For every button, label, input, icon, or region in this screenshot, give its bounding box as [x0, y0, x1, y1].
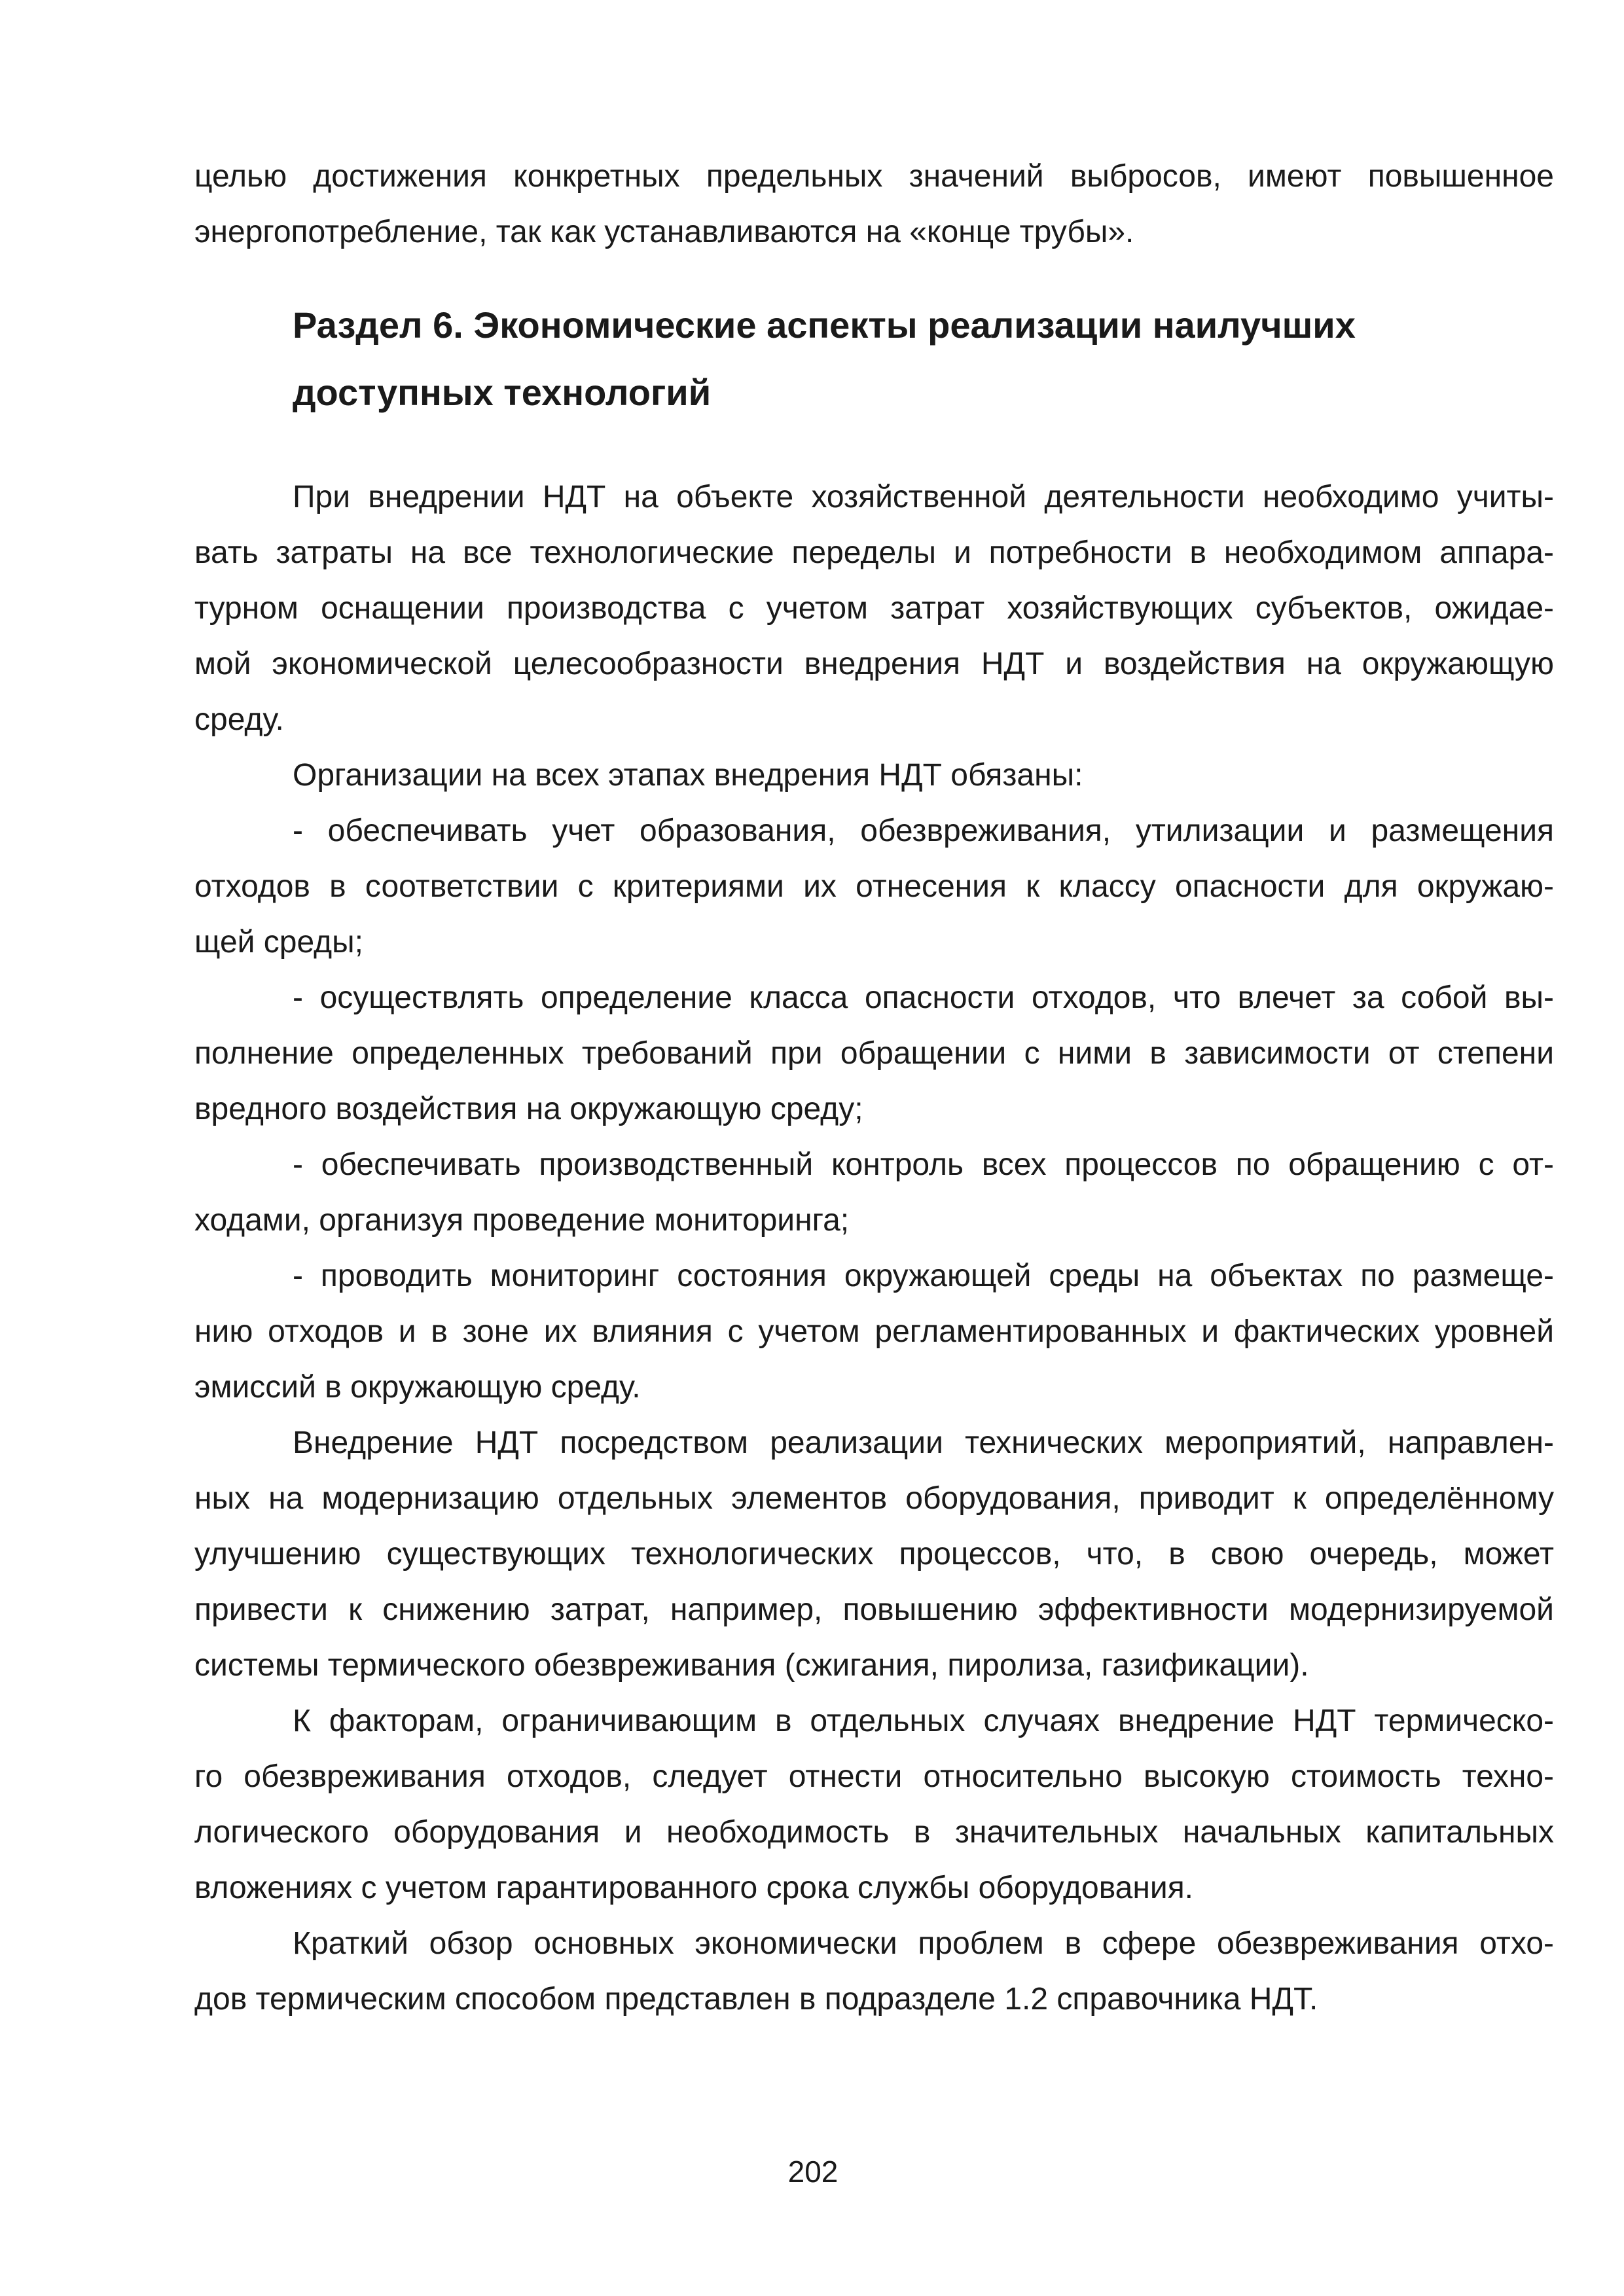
list-item-line: отходов в соответствии с критериями их отнесения к классу опасности для окружаю- — [194, 869, 1554, 904]
list-item-line: - проводить мониторинг состояния окружающей среды на объектах по размеще- — [293, 1259, 1554, 1293]
intro-line-1: целью достижения конкретных предельных значений выбросов, имеют повышенное — [194, 159, 1554, 194]
paragraph-line: логического оборудования и необходимость в значительных начальных капитальных — [194, 1815, 1554, 1850]
section-heading-line-2: доступных технологий — [293, 372, 712, 413]
paragraph-line: вложениях с учетом гарантированного срока службы оборудования. — [194, 1871, 1194, 1905]
paragraph-line: Организации на всех этапах внедрения НДТ обязаны: — [293, 758, 1083, 793]
paragraph-line: мой экономической целесообразности внедрения НДТ и воздействия на окружающую — [194, 647, 1554, 681]
paragraph-line: го обезвреживания отходов, следует отнести относительно высокую стоимость техно- — [194, 1759, 1554, 1794]
paragraph-line: турном оснащении производства с учетом затрат хозяйствующих субъектов, ожидае- — [194, 591, 1554, 626]
paragraph-line: системы термического обезвреживания (сжигания, пиролиза, газификации). — [194, 1648, 1309, 1683]
paragraph-line: дов термическим способом представлен в подразделе 1.2 справочника НДТ. — [194, 1982, 1318, 2017]
paragraph-line: ных на модернизацию отдельных элементов оборудования, приводит к определённому — [194, 1481, 1554, 1516]
list-item-line: ходами, организуя проведение мониторинга; — [194, 1203, 850, 1238]
document-page — [194, 0, 1554, 2296]
list-item-line: - осуществлять определение класса опасности отходов, что влечет за собой вы- — [293, 980, 1554, 1015]
list-item-line: полнение определенных требований при обращении с ними в зависимости от степени — [194, 1036, 1554, 1071]
section-heading-line-1: Раздел 6. Экономические аспекты реализации наилучших — [293, 304, 1356, 346]
list-item-line: вредного воздействия на окружающую среду; — [194, 1092, 863, 1126]
paragraph-line: привести к снижению затрат, например, повышению эффективности модернизируемой — [194, 1592, 1554, 1627]
list-item-line: эмиссий в окружающую среду. — [194, 1370, 641, 1405]
list-item-line: - обеспечивать учет образования, обезвреживания, утилизации и размещения — [293, 814, 1554, 848]
paragraph-line: среду. — [194, 702, 284, 737]
paragraph-line: При внедрении НДТ на объекте хозяйственной деятельности необходимо учиты- — [293, 480, 1554, 514]
paragraph-line: Внедрение НДТ посредством реализации технических мероприятий, направлен- — [293, 1426, 1554, 1460]
intro-line-2: энергопотребление, так как устанавливаются на «конце трубы». — [194, 215, 1134, 249]
list-item-line: - обеспечивать производственный контроль всех процессов по обращению с от- — [293, 1147, 1554, 1182]
paragraph-line: вать затраты на все технологические переделы и потребности в необходимом аппара- — [194, 535, 1554, 570]
paragraph-line: К факторам, ограничивающим в отдельных случаях внедрение НДТ термическо- — [293, 1704, 1554, 1738]
paragraph-line: Краткий обзор основных экономически проблем в сфере обезвреживания отхо- — [293, 1926, 1554, 1961]
list-item-line: нию отходов и в зоне их влияния с учетом регламентированных и фактических уровней — [194, 1314, 1554, 1349]
page-number: 202 — [787, 2155, 839, 2189]
list-item-line: щей среды; — [194, 925, 363, 960]
paragraph-line: улучшению существующих технологических процессов, что, в свою очередь, может — [194, 1537, 1554, 1571]
